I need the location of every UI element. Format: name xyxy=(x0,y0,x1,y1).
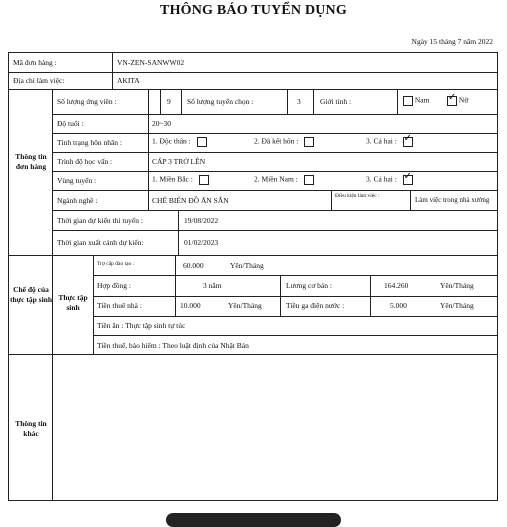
marital-option-both[interactable] xyxy=(366,137,413,147)
checkbox-checked-icon[interactable] xyxy=(403,175,413,185)
checkbox-icon[interactable] xyxy=(199,175,209,185)
marital-both-label: 3. Cả hai : xyxy=(366,136,397,146)
col-divider xyxy=(280,275,281,316)
utilities-label: Tiền ga điện nước : xyxy=(286,301,345,310)
age-value: 20~30 xyxy=(152,119,172,128)
meals-text: Tiền ăn : Thực tập sinh tự túc xyxy=(97,321,186,330)
row-divider xyxy=(52,114,498,115)
allowance-unit: Yên/Tháng xyxy=(230,261,264,270)
rent-label: Tiền thuê nhà : xyxy=(97,301,142,310)
row-divider xyxy=(93,275,498,276)
education-value: CẤP 3 TRỞ LÊN xyxy=(152,157,206,166)
salary-unit: Yên/Tháng xyxy=(440,281,474,290)
col-divider xyxy=(112,52,113,89)
utilities-value: 5.000 xyxy=(390,301,407,310)
row-divider xyxy=(93,296,498,297)
age-label: Độ tuổi : xyxy=(57,119,84,128)
row-divider xyxy=(52,210,498,211)
applicants-label: Số lượng ứng viên : xyxy=(57,97,117,106)
col-divider xyxy=(160,89,161,114)
exam-date-value: 19/08/2022 xyxy=(184,216,219,225)
industry-label: Ngành nghề : xyxy=(57,196,98,205)
gender-female-label: Nữ xyxy=(458,95,469,105)
region-option-south[interactable] xyxy=(254,175,314,185)
checkbox-icon[interactable] xyxy=(304,137,314,147)
col-divider xyxy=(370,275,371,316)
gender-option-female[interactable] xyxy=(445,96,468,106)
section-trainee-regime: Chế độ của thực tập sinh xyxy=(10,285,53,304)
bottom-scroll-handle[interactable] xyxy=(166,513,341,527)
row-divider xyxy=(8,89,498,90)
contract-label: Hợp đồng : xyxy=(97,281,131,290)
departure-value: 01/02/2023 xyxy=(184,238,219,247)
order-code-label: Mã đơn hàng : xyxy=(13,58,57,67)
row-divider xyxy=(93,316,498,317)
conditions-value: Làm việc trong nhà xưởng xyxy=(415,196,490,204)
salary-label: Lương cơ bản : xyxy=(286,281,332,290)
row-divider xyxy=(8,72,498,73)
col-divider xyxy=(331,190,332,210)
workplace-value: AKITA xyxy=(117,76,140,85)
col-divider xyxy=(148,89,149,210)
exam-date-label: Thời gian dự kiến thi tuyển : xyxy=(57,216,143,225)
region-option-both[interactable] xyxy=(366,175,413,185)
education-label: Trình độ học vấn : xyxy=(57,157,113,166)
checkbox-checked-icon[interactable] xyxy=(447,96,457,106)
issue-date: Ngày 15 tháng 7 năm 2022 xyxy=(411,37,493,46)
col-divider xyxy=(410,190,411,210)
col-divider xyxy=(178,210,179,255)
row-divider xyxy=(52,230,498,231)
row-divider xyxy=(93,335,498,336)
marital-option-single[interactable] xyxy=(152,137,207,147)
applicants-value: 9 xyxy=(167,97,171,106)
marital-single-label: 1. Độc thân : xyxy=(152,136,191,146)
region-south-label: 2. Miền Nam : xyxy=(254,174,298,184)
workplace-label: Địa chỉ làm việc: xyxy=(13,76,65,85)
marital-option-married[interactable] xyxy=(254,137,314,147)
document-title: THÔNG BÁO TUYỂN DỤNG xyxy=(160,3,347,18)
row-divider xyxy=(52,152,498,153)
row-divider xyxy=(8,255,498,256)
utilities-unit: Yên/Tháng xyxy=(440,301,474,310)
contract-value: 3 năm xyxy=(203,281,222,290)
col-divider xyxy=(181,89,182,114)
conditions-label: Điều kiện làm việc : xyxy=(335,193,380,199)
section-order-info: Thông tin đơn hàng xyxy=(15,152,47,171)
marital-label: Tình trạng hôn nhân : xyxy=(57,138,122,147)
checkbox-icon[interactable] xyxy=(304,175,314,185)
allowance-value: 60.000 xyxy=(183,261,204,270)
gender-option-male[interactable] xyxy=(401,96,429,106)
salary-value: 164.260 xyxy=(384,281,409,290)
gender-label: Giới tính : xyxy=(320,97,352,106)
col-divider xyxy=(397,89,398,114)
region-label: Vùng tuyển : xyxy=(57,176,97,185)
checkbox-checked-icon[interactable] xyxy=(403,137,413,147)
section-other-info: Thông tin khác xyxy=(15,419,47,438)
col-divider xyxy=(93,255,94,354)
row-divider xyxy=(8,354,498,355)
gender-male-label: Nam xyxy=(414,95,430,105)
hires-label: Số lượng tuyển chọn : xyxy=(187,97,254,106)
tax-text: Tiền thuế, bảo hiểm : Theo luật định của Nhật Bản xyxy=(97,341,249,350)
checkbox-icon[interactable] xyxy=(197,137,207,147)
region-option-north[interactable] xyxy=(152,175,209,185)
rent-unit: Yên/Tháng xyxy=(228,301,262,310)
col-divider xyxy=(175,255,176,316)
allowance-label: Trợ cấp đào tạo : xyxy=(97,261,135,267)
col-divider xyxy=(52,89,53,501)
row-divider xyxy=(52,171,498,172)
order-code-value: VN-ZEN-SANWW02 xyxy=(117,58,185,67)
col-divider xyxy=(287,89,288,114)
region-north-label: 1. Miền Bắc : xyxy=(152,174,193,184)
hires-value: 3 xyxy=(297,97,301,106)
trainee-label: Thực tập sinh xyxy=(58,293,88,312)
row-divider xyxy=(52,133,498,134)
industry-value: CHẾ BIẾN ĐỒ ĂN SẴN xyxy=(152,196,229,205)
departure-label: Thời gian xuất cảnh dự kiến: xyxy=(57,238,144,247)
marital-married-label: 2. Đã kết hôn : xyxy=(254,136,299,146)
row-divider xyxy=(52,190,498,191)
rent-value: 10.000 xyxy=(180,301,201,310)
col-divider xyxy=(313,89,314,114)
checkbox-icon[interactable] xyxy=(403,96,413,106)
region-both-label: 3. Cả hai : xyxy=(366,174,397,184)
